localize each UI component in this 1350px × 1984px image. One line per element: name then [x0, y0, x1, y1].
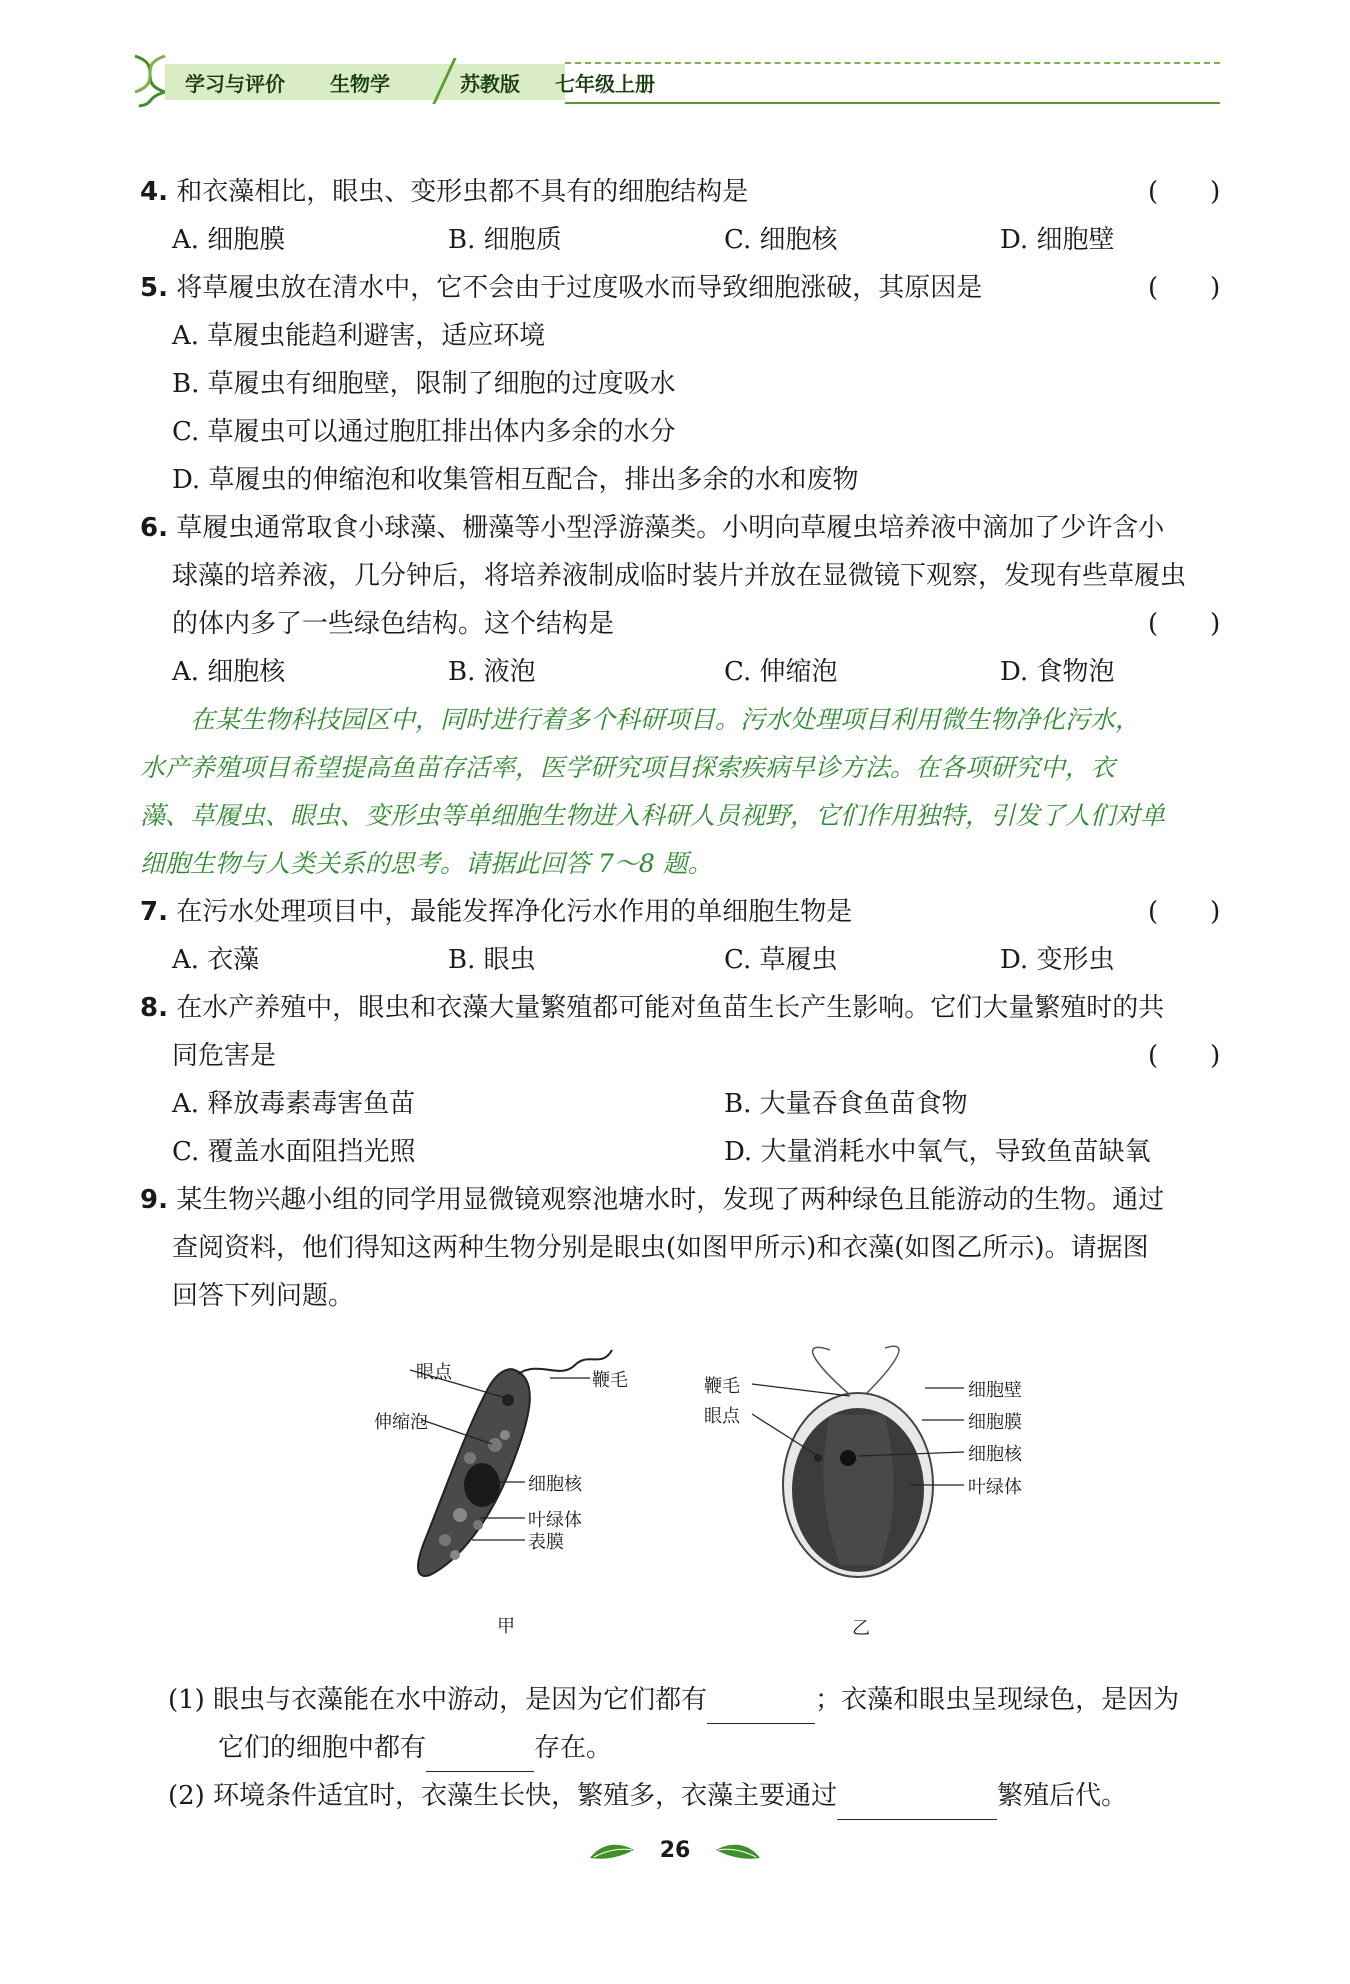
question-text: 将草履虫放在清水中，它不会由于过度吸水而导致细胞涨破，其原因是 — [176, 273, 983, 303]
label-flagellum: 鞭毛 — [704, 1376, 740, 1397]
subquestion-text: ；衣藻和眼虫呈现绿色，是因为 — [815, 1685, 1180, 1715]
question-text-line: 球藻的培养液，几分钟后，将培养液制成临时装片并放在显微镜下观察，发现有些草履虫 — [172, 561, 1187, 591]
figure-caption-b: 乙 — [852, 1618, 870, 1639]
passage-line: 藻、草履虫、眼虫、变形虫等单细胞生物进入科研人员视野，它们作用独特，引发了人们对单 — [140, 801, 1166, 830]
answer-blank[interactable] — [837, 1791, 997, 1820]
option-d: D. 草履虫的伸缩泡和收集管相互配合，排出多余的水和废物 — [172, 465, 859, 495]
page-footer — [0, 1838, 1350, 1864]
option-c: C. 细胞核 — [724, 225, 838, 255]
answer-bracket: ( ) — [1148, 609, 1221, 639]
option-c: C. 伸缩泡 — [724, 657, 838, 687]
label-chloroplast: 叶绿体 — [528, 1510, 582, 1531]
question-text: 草履虫通常取食小球藻、栅藻等小型浮游藻类。小明向草履虫培养液中滴加了少许含小 — [176, 513, 1165, 543]
question-text-line: 的体内多了一些绿色结构。这个结构是 — [172, 609, 615, 639]
option-c: C. 草履虫 — [724, 945, 838, 975]
label-nucleus: 细胞核 — [528, 1474, 582, 1495]
question-6 — [140, 504, 1164, 552]
label-flagellum: 鞭毛 — [592, 1370, 628, 1391]
option-b: B. 细胞质 — [448, 225, 562, 255]
option-d: D. 细胞壁 — [1000, 225, 1115, 255]
question-number: 5. — [140, 273, 168, 303]
figure-chlamydomonas — [700, 1340, 1040, 1600]
subquestion-text: (2) 环境条件适宜时，衣藻生长快，繁殖多，衣藻主要通过 — [168, 1781, 838, 1811]
label-eyespot: 眼点 — [704, 1406, 740, 1427]
subquestion-text: (1) 眼虫与衣藻能在水中游动，是因为它们都有 — [168, 1685, 708, 1715]
answer-blank[interactable] — [707, 1695, 815, 1724]
label-contractile-vacuole: 伸缩泡 — [374, 1412, 428, 1433]
question-text-line: 回答下列问题。 — [172, 1281, 355, 1311]
answer-bracket: ( ) — [1148, 897, 1221, 927]
option-c: C. 草履虫可以通过胞肛排出体内多余的水分 — [172, 417, 676, 447]
page-header — [125, 52, 1220, 108]
option-b: B. 大量吞食鱼苗食物 — [724, 1089, 968, 1119]
question-number: 4. — [140, 177, 168, 207]
option-c: C. 覆盖水面阻挡光照 — [172, 1137, 416, 1167]
option-a: A. 释放毒素毒害鱼苗 — [172, 1089, 416, 1119]
question-text: 在水产养殖中，眼虫和衣藻大量繁殖都可能对鱼苗生长产生影响。它们大量繁殖时的共 — [176, 993, 1165, 1023]
option-a: A. 草履虫能趋利避害，适应环境 — [172, 321, 546, 351]
subquestion-text: 它们的细胞中都有 — [218, 1733, 427, 1763]
subquestion-1 — [168, 1676, 1179, 1724]
question-4 — [140, 168, 748, 216]
question-text: 和衣藻相比，眼虫、变形虫都不具有的细胞结构是 — [176, 177, 749, 207]
page-number: 26 — [659, 1838, 691, 1863]
option-b: B. 眼虫 — [448, 945, 536, 975]
question-8 — [140, 984, 1164, 1032]
label-cell-membrane: 细胞膜 — [968, 1412, 1022, 1433]
question-text: 某生物兴趣小组的同学用显微镜观察池塘水时，发现了两种绿色且能游动的生物。通过 — [176, 1185, 1165, 1215]
label-pellicle: 表膜 — [528, 1532, 564, 1553]
question-number: 6. — [140, 513, 168, 543]
subject-title: 生物学 — [330, 72, 390, 96]
question-number: 9. — [140, 1185, 168, 1215]
option-a: A. 衣藻 — [172, 945, 260, 975]
answer-blank[interactable] — [426, 1743, 534, 1772]
subquestion-text: 存在。 — [534, 1733, 613, 1763]
series-title: 学习与评价 — [185, 72, 285, 96]
subquestion-1-cont — [218, 1724, 612, 1772]
answer-bracket: ( ) — [1148, 1041, 1221, 1071]
passage-line: 水产养殖项目希望提高鱼苗存活率，医学研究项目探索疾病早诊方法。在各项研究中，衣 — [140, 753, 1116, 782]
question-number: 7. — [140, 897, 168, 927]
grade-label: 七年级上册 — [555, 72, 655, 96]
subquestion-text: 繁殖后代。 — [997, 1781, 1128, 1811]
option-b: B. 液泡 — [448, 657, 536, 687]
figure-caption-a: 甲 — [497, 1616, 515, 1637]
leaf-icon — [712, 1838, 762, 1864]
option-d: D. 变形虫 — [1000, 945, 1115, 975]
edition-label: 苏教版 — [460, 72, 520, 96]
option-a: A. 细胞核 — [172, 657, 286, 687]
answer-bracket: ( ) — [1148, 177, 1221, 207]
passage-line: 细胞生物与人类关系的思考。请据此回答 7～8 题。 — [140, 849, 713, 878]
option-b: B. 草履虫有细胞壁，限制了细胞的过度吸水 — [172, 369, 676, 399]
label-cell-wall: 细胞壁 — [968, 1380, 1022, 1401]
question-7 — [140, 888, 852, 936]
question-text-line: 同危害是 — [172, 1041, 277, 1071]
question-number: 8. — [140, 993, 168, 1023]
label-chloroplast: 叶绿体 — [968, 1477, 1022, 1498]
euglena-illustration — [360, 1340, 680, 1600]
label-nucleus: 细胞核 — [968, 1444, 1022, 1465]
question-9 — [140, 1176, 1164, 1224]
option-d: D. 食物泡 — [1000, 657, 1115, 687]
answer-bracket: ( ) — [1148, 273, 1221, 303]
leaf-icon — [588, 1838, 638, 1864]
question-5 — [140, 264, 982, 312]
passage-line: 在某生物科技园区中，同时进行着多个科研项目。污水处理项目利用微生物净化污水， — [190, 705, 1141, 734]
question-text: 在污水处理项目中，最能发挥净化污水作用的单细胞生物是 — [176, 897, 853, 927]
subquestion-2 — [168, 1772, 1127, 1820]
option-a: A. 细胞膜 — [172, 225, 286, 255]
label-eyespot: 眼点 — [416, 1362, 452, 1383]
figure-euglena — [360, 1340, 680, 1600]
option-d: D. 大量消耗水中氧气，导致鱼苗缺氧 — [724, 1137, 1151, 1167]
question-text-line: 查阅资料，他们得知这两种生物分别是眼虫(如图甲所示)和衣藻(如图乙所示)。请据图 — [172, 1233, 1149, 1263]
